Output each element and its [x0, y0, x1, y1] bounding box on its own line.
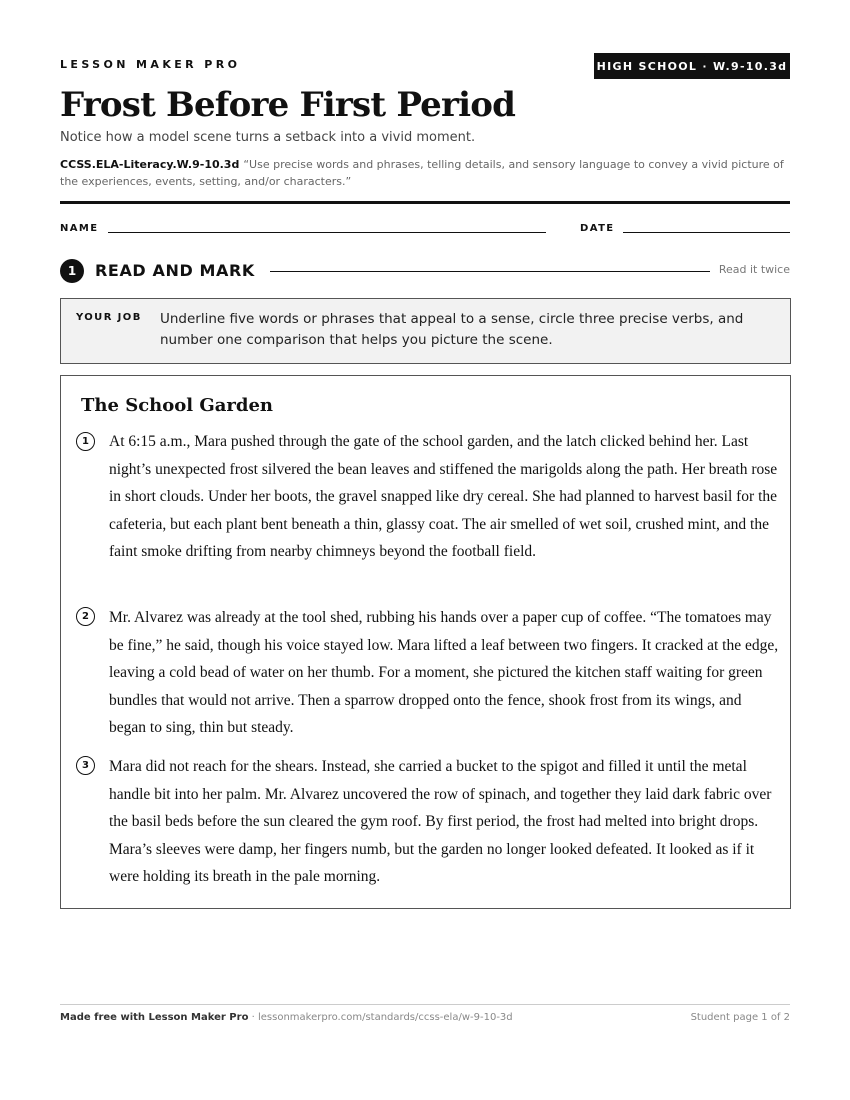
- footer-divider: [60, 1004, 790, 1005]
- your-job-label: YOUR JOB: [76, 312, 142, 323]
- section-note: Read it twice: [718, 263, 790, 276]
- grade-level-badge: HIGH SCHOOL · W.9-10.3d: [594, 53, 790, 79]
- name-line: [108, 232, 546, 233]
- paragraph-number: 1: [76, 432, 95, 451]
- header-divider: [60, 201, 790, 204]
- worksheet-title: Frost Before First Period: [60, 85, 516, 125]
- standard-code: CCSS.ELA-Literacy.W.9-10.3d: [60, 158, 240, 171]
- paragraph-number: 2: [76, 607, 95, 626]
- name-label: NAME: [60, 223, 99, 234]
- footer-separator: ·: [248, 1012, 258, 1023]
- passage-title: The School Garden: [81, 395, 274, 416]
- standard-text: “Use precise words and phrases, telling details, and sensory language to convey a vivid picture of the experiences, events, setting, and/or characters.”: [60, 158, 784, 188]
- paragraph-text: Mr. Alvarez was already at the tool shed, rubbing his hands over a paper cup of coffee. “The tomatoes may be fine,” he said, though his voice stayed low. Mara lifted a leaf between two fingers. It cracked at the edge, leaving a cold bead of water on her thumb. For a moment, she pictured the kitchen staff waiting for green bundles that would not arrive. Then a sparrow dropped onto the fence, shook frost from its wings, and began to sing, thin but steady.: [109, 609, 779, 737]
- section-title: READ AND MARK: [95, 261, 255, 280]
- standard-description: [60, 156, 790, 190]
- your-job-box: [60, 298, 791, 364]
- footer-credit: [60, 1012, 513, 1023]
- section-divider: [270, 271, 710, 272]
- paragraph-text: At 6:15 a.m., Mara pushed through the gate of the school garden, and the latch clicked behind her. Last night’s unexpected frost silvered the bean leaves and stiffened the marigolds along the path. Her breath rose in short clouds. Under her boots, the gravel snapped like dry cereal. She had planned to harvest basil for the cafeteria, but each plant bent beneath a thin, glassy coat. The air smelled of wet soil, crushed mint, and the faint smoke drifting from nearby chimneys beyond the football field.: [109, 433, 778, 561]
- worksheet-subtitle: Notice how a model scene turns a setback into a vivid moment.: [60, 130, 476, 145]
- date-line: [623, 232, 790, 233]
- paragraph-text: Mara did not reach for the shears. Instead, she carried a bucket to the spigot and filled it until the metal handle bit into her palm. Mr. Alvarez uncovered the row of spinach, and together they laid dark fabric over the basil beds before the sun cleared the gym roof. By first period, the frost had melted into bright drops. Mara’s sleeves were damp, her fingers numb, but the garden no longer looked defeated. It looked as if it were holding its breath in the pale morning.: [109, 758, 772, 886]
- paragraph-number: 3: [76, 756, 95, 775]
- made-with-text: Made free with Lesson Maker Pro: [60, 1012, 249, 1023]
- your-job-instructions: Underline five words or phrases that appeal to a sense, circle three precise verbs, and number one comparison that helps you picture the scene.: [160, 311, 744, 348]
- footer-url[interactable]: lessonmakerpro.com/standards/ccss-ela/w-9-10-3d: [257, 1012, 513, 1023]
- page-indicator: Student page 1 of 2: [690, 1012, 790, 1023]
- passage-box: [60, 375, 791, 909]
- date-label: DATE: [580, 223, 615, 234]
- brand-name: LESSON MAKER PRO: [60, 58, 241, 71]
- section-number-badge: 1: [60, 259, 84, 283]
